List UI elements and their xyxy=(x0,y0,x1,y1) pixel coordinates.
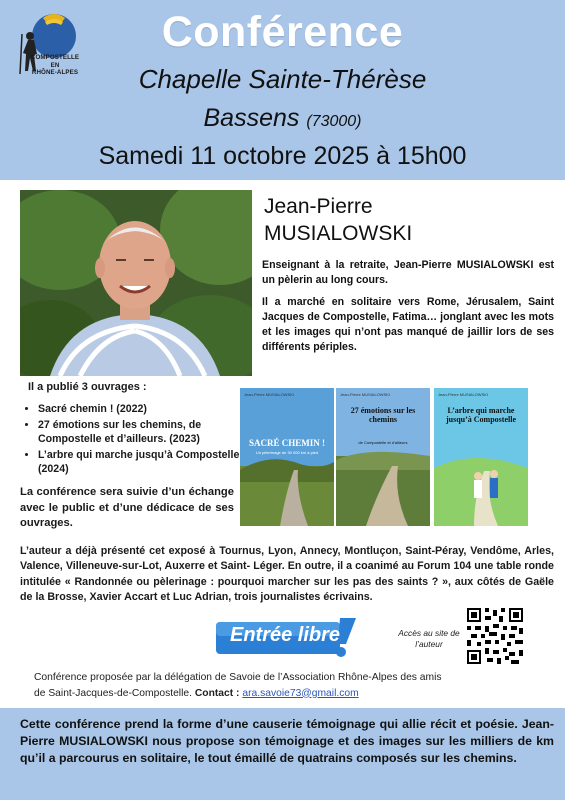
speaker-bio xyxy=(262,258,554,362)
bio-paragraph: Il a marché en solitaire vers Rome, Jérusalem, Saint Jacques de Compostelle, Fatima… jonglant avec les mots et les images qui n’ont pas manqué de jaillir lors de ses différents périples. xyxy=(262,296,554,353)
logo-line-3: RHÔNE-ALPES xyxy=(31,69,79,76)
book-title: L’arbre qui marche jusqu’à Compostelle xyxy=(445,406,516,424)
book-cover-art xyxy=(240,388,334,526)
event-city xyxy=(0,104,565,133)
footer-text: Cette conférence prend la forme d’une causerie témoignage qui allie récit et poésie. Jean-Pierre MUSIALOWSKI nous propose son témoignage et des images sur les milliers de km qu’il a parcourus en solitaire, le tout émaillé de quatrains composés sur les chemins. xyxy=(20,717,554,766)
speaker-first-name: Jean-Pierre xyxy=(264,195,373,218)
main-text: L’auteur a déjà présenté cet exposé à Tournus, Lyon, Annecy, Montluçon, Saint-Péray, Vendôme, Arles, Valence, Villeneuve-sur-Lot, Auxerre et Saint- Léger. En outre, il a coanimé au Forum 104 une table ronde intitulée « Randonnée ou pèlerinage : pourquoi marcher sur les pas des saints ? », aux côtés de Gaële de la Brosse, Xavier Accart et Luc Adrian, trois journalistes écrivains. xyxy=(20,545,554,603)
credits-association: de Saint-Jacques-de-Compostelle. xyxy=(34,687,192,699)
bio-paragraph: Enseignant à la retraite, Jean-Pierre MUSIALOWSKI est un pèlerin au long cours. xyxy=(262,259,554,286)
qr-caption: Accès au site de l’auteur xyxy=(398,628,460,649)
speaker-name xyxy=(264,193,412,247)
entree-libre-label: Entrée libre xyxy=(230,624,341,646)
logo-line-1: COMPOSTELLE xyxy=(30,54,80,61)
publications-list xyxy=(20,402,258,478)
credits-line-1: Conférence proposée par la délégation de Savoie de l’Association Rhône-Alpes des amis xyxy=(34,672,442,683)
logo-line-2: EN xyxy=(50,61,60,69)
speaker-photo xyxy=(20,190,252,376)
event-date: Samedi 11 octobre 2025 à 15h00 xyxy=(98,142,467,170)
book-subtitle: de Compostelle et d’ailleurs xyxy=(358,440,408,445)
event-venue: Chapelle Sainte-Thérèse xyxy=(138,64,427,94)
list-item: • L’arbre qui marche jusqu’à Compostelle (2024) xyxy=(38,448,258,476)
postal-code: (73000) xyxy=(306,113,362,130)
book-subtitle: Un pèlerinage de 30 000 km à pied xyxy=(255,450,319,455)
book-author: Jean-Pierre MUSIALOWSKI xyxy=(340,392,391,397)
list-item: • 27 émotions sur les chemins, de Compostelle et d’ailleurs. (2023) xyxy=(38,418,258,446)
contact-label: Contact : xyxy=(194,687,240,699)
credits xyxy=(34,670,544,701)
list-item: • Sacré chemin ! (2022) xyxy=(38,402,258,416)
book-title: 27 émotions sur les chemins xyxy=(350,406,416,424)
book-cover-sacre-chemin xyxy=(240,388,334,526)
conference-followup: La conférence sera suivie d’un échange avec le public et d’une dédicace de ses ouvrages. xyxy=(20,486,234,529)
qr-code-icon[interactable] xyxy=(467,608,523,664)
event-title: Conférence xyxy=(161,8,404,56)
book-cover-27-emotions xyxy=(336,388,430,526)
book-author: Jean-Pierre MUSIALOWSKI xyxy=(438,392,489,397)
speaker-last-name: MUSIALOWSKI xyxy=(264,222,413,245)
book-cover-arbre-qui-marche xyxy=(434,388,528,526)
publications-heading: Il a publié 3 ouvrages : xyxy=(28,381,147,393)
contact-email-link[interactable]: ara.savoie73@gmail.com xyxy=(242,687,359,699)
book-title: SACRÉ CHEMIN ! xyxy=(248,438,325,448)
credits-line-2 xyxy=(34,686,544,702)
book-author: Jean-Pierre MUSIALOWSKI xyxy=(244,392,295,397)
city-name: Bassens xyxy=(203,104,300,132)
